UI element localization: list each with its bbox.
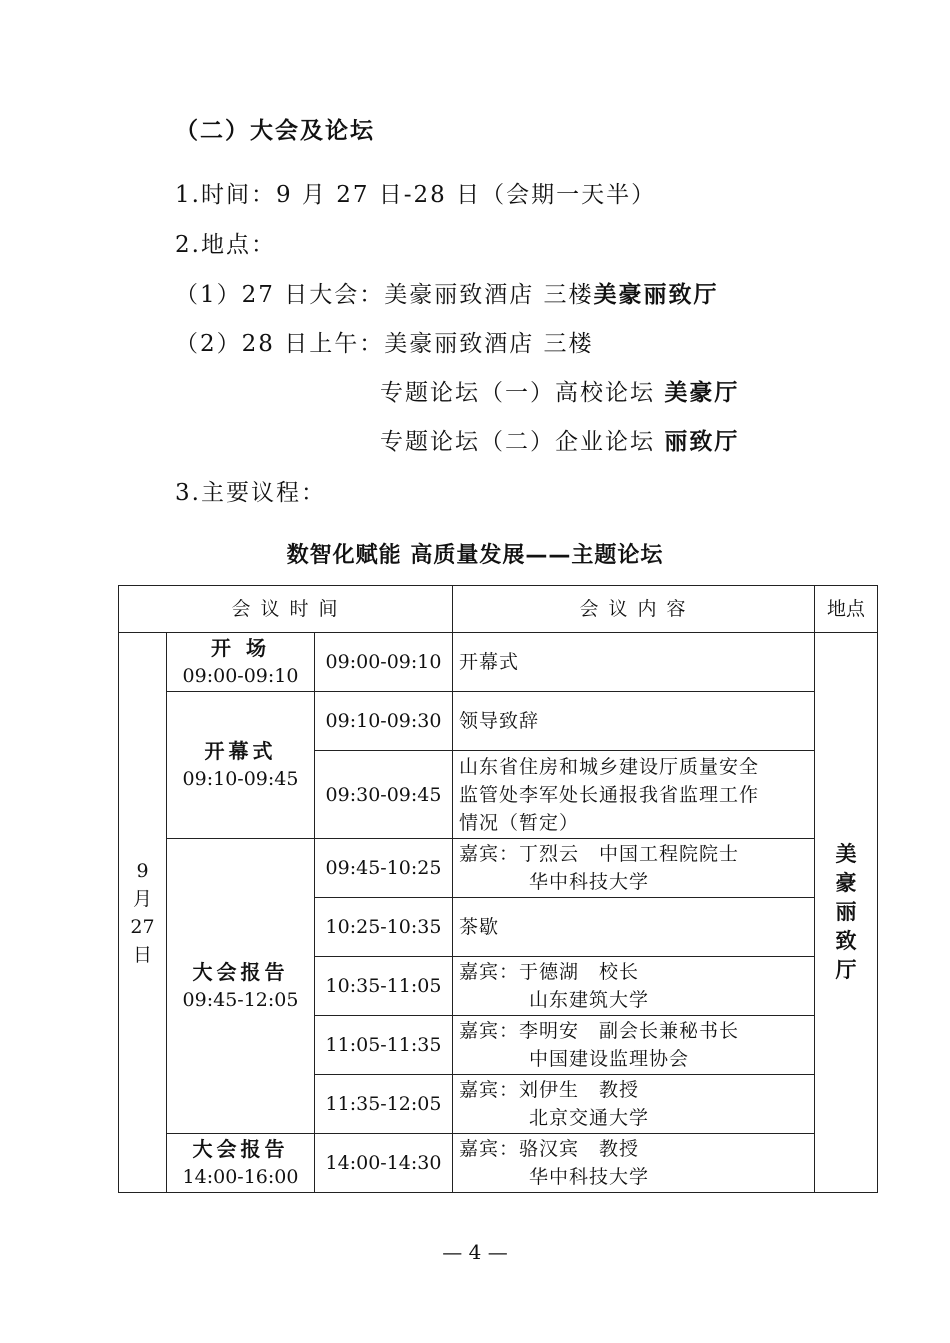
header-content: 会 议 内 容: [453, 586, 815, 633]
place-1-hall: 美豪丽致厅: [593, 282, 719, 308]
content-line: 中国建设监理协会: [529, 1048, 690, 1070]
table-header-row: [119, 586, 878, 633]
session-time: 14:00-16:00: [182, 1166, 299, 1188]
content-line: 嘉宾：骆汉宾 教授: [459, 1138, 640, 1160]
content-line: 开幕式: [459, 651, 520, 673]
content-line: 山东省住房和城乡建设厅质量安全: [459, 755, 760, 778]
slot-time: 09:45-10:25: [315, 839, 453, 898]
place-1: [175, 280, 719, 310]
content-line: 嘉宾：丁烈云 中国工程院院士: [459, 843, 740, 865]
slot-content: [453, 957, 815, 1016]
session-name: 大会报告: [192, 1137, 289, 1161]
table-row: [119, 633, 878, 692]
slot-time: 11:05-11:35: [315, 1016, 453, 1075]
slot-time: 11:35-12:05: [315, 1075, 453, 1134]
content-line: 领导致辞: [459, 710, 540, 732]
session-name: 大会报告: [192, 960, 289, 984]
time-line: 1.时间：9 月 27 日-28 日（会期一天半）: [175, 182, 657, 208]
content-line: 北京交通大学: [529, 1107, 650, 1129]
session-cell: [167, 1134, 315, 1193]
slot-content: [453, 1134, 815, 1193]
date-char: 日: [132, 943, 152, 966]
venue-char: 厅: [835, 958, 857, 982]
venue-char: 美: [835, 842, 857, 866]
venue-char: 豪: [835, 871, 857, 895]
forum-1-text: 专题论坛（一）高校论坛: [380, 380, 665, 406]
table-row: [119, 692, 878, 751]
slot-content: [453, 1075, 815, 1134]
forum-2-hall: 丽致厅: [664, 429, 740, 455]
table-title: 数智化赋能 高质量发展——主题论坛: [286, 543, 664, 568]
slot-content: [453, 898, 815, 957]
table-row: [119, 839, 878, 898]
slot-time: 09:10-09:30: [315, 692, 453, 751]
forum-2: [380, 427, 739, 457]
content-line: 华中科技大学: [529, 1166, 650, 1188]
schedule-table: [118, 585, 878, 1193]
slot-content: [453, 633, 815, 692]
content-line: 情况（暂定）: [459, 811, 580, 834]
session-name: 开幕式: [204, 739, 277, 763]
slot-content: [453, 839, 815, 898]
header-time: 会 议 时 间: [119, 586, 453, 633]
forum-2-text: 专题论坛（二）企业论坛: [380, 429, 665, 455]
forum-1: [380, 378, 739, 408]
session-time: 09:45-12:05: [182, 989, 299, 1011]
forum-1-hall: 美豪厅: [664, 380, 740, 406]
slot-content: [453, 692, 815, 751]
date-char: 9: [136, 859, 149, 882]
venue-char: 致: [835, 929, 857, 953]
content-line: 嘉宾：刘伊生 教授: [459, 1079, 640, 1101]
slot-content: [453, 1016, 815, 1075]
session-cell: [167, 633, 315, 692]
slot-content: [453, 751, 815, 839]
content-line: 嘉宾：李明安 副会长兼秘书长: [459, 1020, 740, 1042]
slot-time: 09:30-09:45: [315, 751, 453, 839]
agenda-heading: 3.主要议程：: [175, 480, 326, 506]
content-line: 监管处李军处长通报我省监理工作: [459, 783, 760, 806]
date-char: 月: [132, 887, 152, 910]
slot-time: 10:25-10:35: [315, 898, 453, 957]
page-number: — 4 —: [442, 1240, 508, 1264]
date-cell: [119, 633, 167, 1193]
slot-time: 14:00-14:30: [315, 1134, 453, 1193]
section-title: （二）大会及论坛: [175, 118, 375, 144]
slot-time: 10:35-11:05: [315, 957, 453, 1016]
slot-time: 09:00-09:10: [315, 633, 453, 692]
session-time: 09:10-09:45: [182, 768, 299, 790]
content-line: 茶歇: [459, 916, 500, 938]
header-venue: 地点: [815, 586, 878, 633]
place-1-text: （1）27 日大会：美豪丽致酒店 三楼: [175, 282, 594, 308]
session-time: 09:00-09:10: [182, 665, 299, 687]
session-name: 开 场: [211, 636, 270, 660]
content-line: 嘉宾：于德湖 校长: [459, 961, 640, 983]
session-cell: [167, 692, 315, 839]
place-2: （2）28 日上午：美豪丽致酒店 三楼: [175, 331, 594, 357]
venue-cell: [815, 633, 878, 1193]
content-line: 华中科技大学: [529, 871, 650, 893]
table-row: [119, 1134, 878, 1193]
content-line: 山东建筑大学: [529, 989, 650, 1011]
venue-char: 丽: [835, 900, 857, 924]
date-char: 27: [130, 915, 155, 938]
session-cell: [167, 839, 315, 1134]
place-heading: 2.地点：: [175, 232, 276, 258]
